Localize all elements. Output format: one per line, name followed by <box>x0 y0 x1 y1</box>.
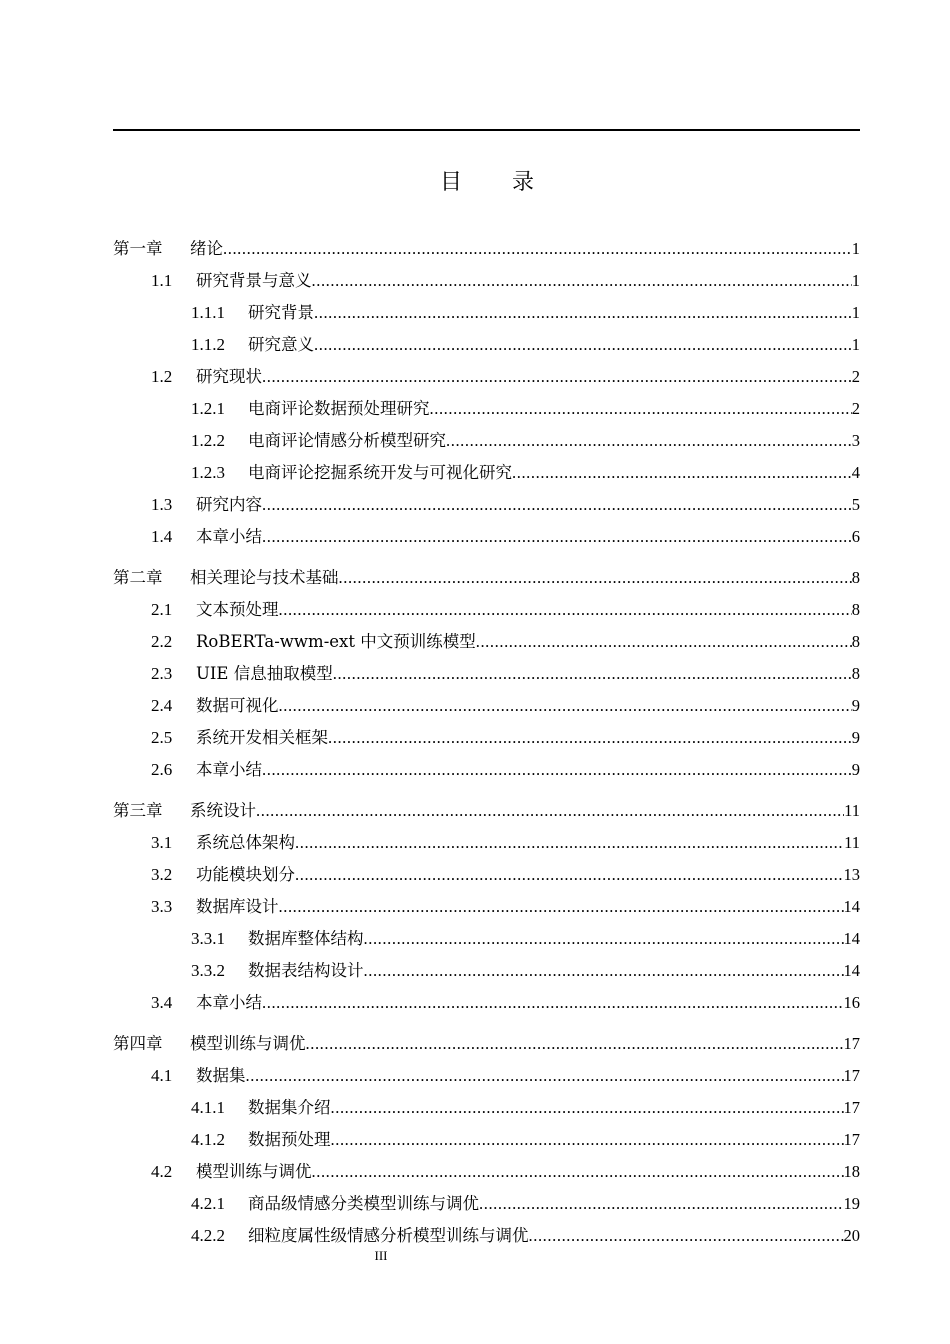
toc-entry-page: 1 <box>851 303 860 322</box>
toc-entry-title: 相关理论与技术基础 <box>190 568 339 587</box>
toc-entry-title: 细粒度属性级情感分析模型训练与调优 <box>248 1226 529 1245</box>
toc-chapter-entry[interactable] <box>113 237 860 261</box>
toc-entry-page: 5 <box>851 495 860 514</box>
toc-entry-page: 14 <box>843 897 860 916</box>
toc-entry-number: 3.3 <box>151 897 173 916</box>
toc-entry-title: 模型训练与调优 <box>196 1162 312 1181</box>
toc-subsection-entry[interactable] <box>191 397 860 421</box>
toc-entry-number: 4.1 <box>151 1066 173 1085</box>
toc-subsection-entry[interactable] <box>191 429 860 453</box>
toc-subsection-entry[interactable] <box>191 333 860 357</box>
toc-entry-number: 3.4 <box>151 993 173 1012</box>
toc-entry-title: 本章小结 <box>196 760 262 779</box>
toc-dot-leader <box>331 1096 844 1120</box>
toc-entry-title: 数据可视化 <box>196 696 279 715</box>
toc-dot-leader <box>333 662 852 686</box>
toc-dot-leader <box>262 493 852 517</box>
toc-section-entry[interactable] <box>151 991 860 1015</box>
toc-entry-number: 1.1 <box>151 271 173 290</box>
toc-section-entry[interactable] <box>151 365 860 389</box>
toc-dot-leader <box>476 630 852 654</box>
toc-section-entry[interactable] <box>151 598 860 622</box>
toc-subsection-entry[interactable] <box>191 1224 860 1248</box>
toc-entry-number: 2.6 <box>151 760 173 779</box>
toc-dot-leader <box>364 927 844 951</box>
toc-entry-title: 功能模块划分 <box>196 865 295 884</box>
toc-entry-page: 11 <box>844 833 860 852</box>
toc-entry-title: 本章小结 <box>196 993 262 1012</box>
toc-entry-number: 2.4 <box>151 696 173 715</box>
toc-dot-leader <box>262 365 852 389</box>
toc-dot-leader <box>314 333 852 357</box>
toc-chapter-entry[interactable] <box>113 566 860 590</box>
toc-entry-number: 1.3 <box>151 495 173 514</box>
toc-entry-title: RoBERTa-wwm-ext 中文预训练模型 <box>196 632 476 651</box>
toc-dot-leader <box>295 863 844 887</box>
toc-entry-page: 17 <box>843 1066 860 1085</box>
toc-entry-number: 2.1 <box>151 600 173 619</box>
toc-entry-page: 4 <box>851 463 860 482</box>
toc-entry-page: 1 <box>851 239 860 258</box>
toc-dot-leader <box>279 895 844 919</box>
toc-entry-number: 第四章 <box>113 1034 163 1053</box>
toc-entry-page: 14 <box>843 961 860 980</box>
toc-entry-page: 20 <box>843 1226 860 1245</box>
toc-entry-page: 13 <box>843 865 860 884</box>
toc-entry-number: 3.3.2 <box>191 961 225 980</box>
toc-entry-title: 系统设计 <box>190 801 256 820</box>
toc-entry-number: 第二章 <box>113 568 163 587</box>
toc-entry-page: 8 <box>851 664 860 683</box>
toc-entry-title: 数据集 <box>196 1066 246 1085</box>
toc-entry-number: 4.2.2 <box>191 1226 225 1245</box>
toc-entry-title: 研究背景 <box>248 303 314 322</box>
toc-entry-title: 研究现状 <box>196 367 262 386</box>
toc-entry-number: 3.3.1 <box>191 929 225 948</box>
toc-dot-leader <box>256 799 844 823</box>
toc-dot-leader <box>306 1032 844 1056</box>
toc-dot-leader <box>279 694 852 718</box>
toc-section-entry[interactable] <box>151 831 860 855</box>
title-char-1: 目 <box>439 170 462 195</box>
toc-entry-title: 商品级情感分类模型训练与调优 <box>248 1194 479 1213</box>
toc-subsection-entry[interactable] <box>191 927 860 951</box>
toc-entry-title: 研究背景与意义 <box>196 271 312 290</box>
toc-dot-leader <box>279 598 852 622</box>
toc-entry-page: 6 <box>851 527 860 546</box>
toc-chapter-entry[interactable] <box>113 799 860 823</box>
toc-dot-leader <box>446 429 852 453</box>
toc-entry-title: 数据库整体结构 <box>248 929 364 948</box>
toc-subsection-entry[interactable] <box>191 461 860 485</box>
toc-entry-number: 1.1.1 <box>191 303 225 322</box>
toc-entry-title: 绪论 <box>190 239 223 258</box>
toc-entry-page: 9 <box>851 728 860 747</box>
toc-entry-page: 11 <box>844 801 860 820</box>
toc-dot-leader <box>479 1192 844 1216</box>
toc-section-entry[interactable] <box>151 726 860 750</box>
toc-entry-title: 模型训练与调优 <box>190 1034 306 1053</box>
toc-entry-title: 系统开发相关框架 <box>196 728 328 747</box>
toc-chapter-entry[interactable] <box>113 1032 860 1056</box>
toc-section-entry[interactable] <box>151 694 860 718</box>
toc-subsection-entry[interactable] <box>191 1096 860 1120</box>
toc-entry-page: 17 <box>843 1098 860 1117</box>
toc-dot-leader <box>314 301 852 325</box>
toc-dot-leader <box>328 726 852 750</box>
toc-section-entry[interactable] <box>151 493 860 517</box>
toc-entry-title: 电商评论数据预处理研究 <box>248 399 430 418</box>
toc-entry-number: 1.2.3 <box>191 463 225 482</box>
toc-entry-number: 4.2.1 <box>191 1194 225 1213</box>
toc-entry-page: 9 <box>851 760 860 779</box>
toc-section-entry[interactable] <box>151 525 860 549</box>
toc-dot-leader <box>262 991 844 1015</box>
toc-dot-leader <box>529 1224 844 1248</box>
toc-entry-title: UIE 信息抽取模型 <box>196 664 333 683</box>
toc-section-entry[interactable] <box>151 758 860 782</box>
toc-entry-page: 1 <box>851 335 860 354</box>
title-char-2: 录 <box>512 170 535 195</box>
toc-entry-page: 1 <box>851 271 860 290</box>
toc-entry-page: 14 <box>843 929 860 948</box>
toc-entry-page: 18 <box>843 1162 860 1181</box>
toc-entry-page: 2 <box>851 399 860 418</box>
toc-dot-leader <box>512 461 852 485</box>
toc-dot-leader <box>262 758 852 782</box>
toc-section-entry[interactable] <box>151 895 860 919</box>
toc-entry-number: 4.2 <box>151 1162 173 1181</box>
toc-dot-leader <box>430 397 852 421</box>
toc-entry-number: 1.2 <box>151 367 173 386</box>
toc-subsection-entry[interactable] <box>191 301 860 325</box>
toc-entry-title: 电商评论情感分析模型研究 <box>248 431 446 450</box>
toc-entry-page: 2 <box>851 367 860 386</box>
toc-section-entry[interactable] <box>151 1160 860 1184</box>
toc-entry-page: 17 <box>843 1034 860 1053</box>
toc-entry-title: 研究内容 <box>196 495 262 514</box>
toc-section-entry[interactable] <box>151 630 860 654</box>
toc-dot-leader <box>223 237 852 261</box>
toc-subsection-entry[interactable] <box>191 1192 860 1216</box>
toc-dot-leader <box>262 525 852 549</box>
toc-dot-leader <box>246 1064 844 1088</box>
toc-dot-leader <box>312 269 852 293</box>
toc-entry-number: 1.4 <box>151 527 173 546</box>
toc-entry-title: 数据预处理 <box>248 1130 331 1149</box>
toc-entry-page: 19 <box>843 1194 860 1213</box>
toc-dot-leader <box>312 1160 844 1184</box>
toc-entry-number: 第一章 <box>113 239 163 258</box>
toc-entry-title: 数据库设计 <box>196 897 279 916</box>
toc-section-entry[interactable] <box>151 1064 860 1088</box>
toc-entry-title: 系统总体架构 <box>196 833 295 852</box>
toc-subsection-entry[interactable] <box>191 1128 860 1152</box>
toc-entry-title: 数据集介绍 <box>248 1098 331 1117</box>
toc-entry-page: 16 <box>843 993 860 1012</box>
toc-section-entry[interactable] <box>151 269 860 293</box>
toc-entry-page: 8 <box>851 632 860 651</box>
toc-entry-number: 1.1.2 <box>191 335 225 354</box>
toc-entry-number: 1.2.2 <box>191 431 225 450</box>
toc-entry-number: 3.2 <box>151 865 173 884</box>
toc-entry-page: 3 <box>851 431 860 450</box>
toc-entry-title: 数据表结构设计 <box>248 961 364 980</box>
toc-dot-leader <box>339 566 852 590</box>
toc-entry-number: 1.2.1 <box>191 399 225 418</box>
toc-entry-number: 2.5 <box>151 728 173 747</box>
toc-entry-number: 4.1.1 <box>191 1098 225 1117</box>
toc-entry-number: 3.1 <box>151 833 173 852</box>
toc-dot-leader <box>331 1128 844 1152</box>
toc-subsection-entry[interactable] <box>191 959 860 983</box>
toc-entry-page: 9 <box>851 696 860 715</box>
toc-section-entry[interactable] <box>151 863 860 887</box>
toc-section-entry[interactable] <box>151 662 860 686</box>
toc-dot-leader <box>295 831 844 855</box>
toc-dot-leader <box>364 959 844 983</box>
toc-entry-number: 2.3 <box>151 664 173 683</box>
toc-entry-number: 4.1.2 <box>191 1130 225 1149</box>
page-number-footer: III <box>374 1248 388 1263</box>
toc-entry-title: 研究意义 <box>248 335 314 354</box>
toc-entry-number: 第三章 <box>113 801 163 820</box>
toc-entry-page: 17 <box>843 1130 860 1149</box>
toc-entry-title: 文本预处理 <box>196 600 279 619</box>
toc-entry-page: 8 <box>851 600 860 619</box>
toc-entry-number: 2.2 <box>151 632 173 651</box>
toc-entry-page: 8 <box>851 568 860 587</box>
toc-entry-title: 本章小结 <box>196 527 262 546</box>
toc-entry-title: 电商评论挖掘系统开发与可视化研究 <box>248 463 512 482</box>
